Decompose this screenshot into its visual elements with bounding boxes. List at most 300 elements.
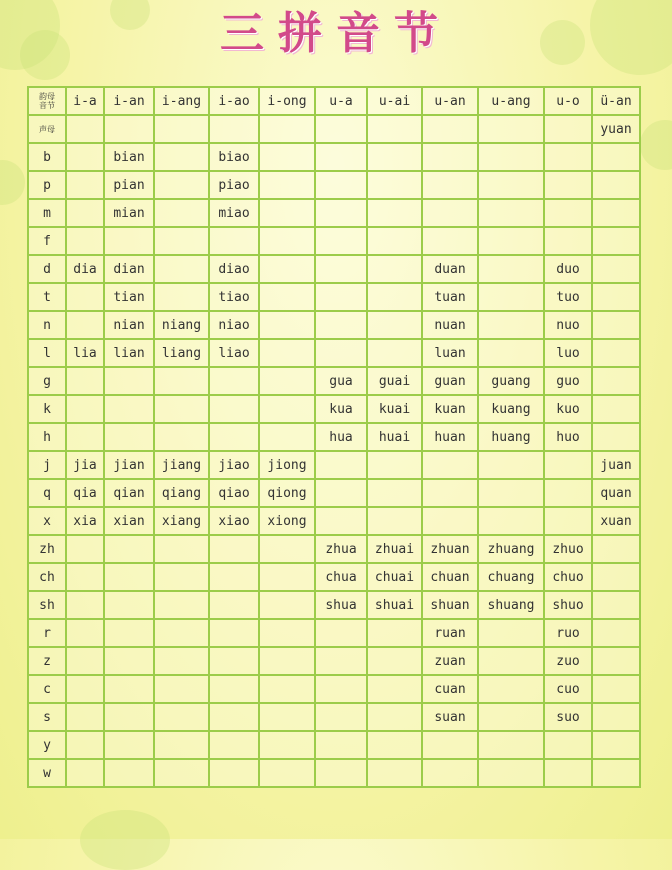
syllable-cell: zuan bbox=[422, 647, 478, 675]
syllable-cell bbox=[315, 115, 367, 143]
syllable-cell bbox=[104, 759, 154, 787]
table-row bbox=[28, 171, 640, 199]
syllable-table bbox=[27, 86, 641, 788]
syllable-cell bbox=[367, 283, 422, 311]
syllable-cell bbox=[104, 115, 154, 143]
syllable-cell bbox=[209, 563, 259, 591]
syllable-cell: qian bbox=[104, 479, 154, 507]
table-row bbox=[28, 339, 640, 367]
syllable-cell bbox=[478, 731, 544, 759]
syllable-cell: guo bbox=[544, 367, 592, 395]
syllable-cell: suo bbox=[544, 703, 592, 731]
syllable-cell bbox=[209, 703, 259, 731]
table-row bbox=[28, 675, 640, 703]
syllable-cell: juan bbox=[592, 451, 640, 479]
syllable-cell: zhuang bbox=[478, 535, 544, 563]
syllable-cell: niang bbox=[154, 311, 209, 339]
syllable-cell: zhua bbox=[315, 535, 367, 563]
table-row bbox=[28, 647, 640, 675]
syllable-cell bbox=[259, 591, 315, 619]
syllable-cell bbox=[259, 675, 315, 703]
syllable-cell: piao bbox=[209, 171, 259, 199]
syllable-cell bbox=[478, 311, 544, 339]
syllable-cell bbox=[592, 703, 640, 731]
syllable-cell bbox=[104, 619, 154, 647]
syllable-cell bbox=[478, 255, 544, 283]
table-row bbox=[28, 227, 640, 255]
decor-bubble bbox=[0, 160, 25, 205]
syllable-cell bbox=[315, 507, 367, 535]
syllable-cell bbox=[592, 423, 640, 451]
table-row bbox=[28, 759, 640, 787]
syllable-cell bbox=[367, 479, 422, 507]
final-header: u-ai bbox=[367, 87, 422, 115]
initial-cell: z bbox=[28, 647, 66, 675]
syllable-cell bbox=[478, 759, 544, 787]
syllable-cell: luo bbox=[544, 339, 592, 367]
syllable-cell bbox=[422, 731, 478, 759]
syllable-cell: quan bbox=[592, 479, 640, 507]
syllable-cell bbox=[422, 507, 478, 535]
syllable-cell bbox=[209, 535, 259, 563]
syllable-cell bbox=[154, 731, 209, 759]
syllable-cell: kua bbox=[315, 395, 367, 423]
syllable-cell: gua bbox=[315, 367, 367, 395]
syllable-cell bbox=[422, 115, 478, 143]
table-row bbox=[28, 591, 640, 619]
table-row bbox=[28, 311, 640, 339]
syllable-cell bbox=[544, 227, 592, 255]
syllable-cell bbox=[367, 507, 422, 535]
syllable-cell bbox=[154, 255, 209, 283]
syllable-cell bbox=[592, 563, 640, 591]
initial-cell: g bbox=[28, 367, 66, 395]
syllable-cell: nuo bbox=[544, 311, 592, 339]
syllable-cell bbox=[66, 423, 104, 451]
syllable-cell bbox=[154, 395, 209, 423]
initial-cell: p bbox=[28, 171, 66, 199]
syllable-cell bbox=[154, 115, 209, 143]
syllable-cell: yuan bbox=[592, 115, 640, 143]
syllable-cell bbox=[209, 647, 259, 675]
syllable-cell bbox=[544, 115, 592, 143]
syllable-cell: kuang bbox=[478, 395, 544, 423]
syllable-cell: liang bbox=[154, 339, 209, 367]
corner-cell bbox=[28, 87, 66, 115]
syllable-cell: cuan bbox=[422, 675, 478, 703]
syllable-cell bbox=[209, 423, 259, 451]
syllable-cell bbox=[66, 311, 104, 339]
syllable-cell bbox=[259, 731, 315, 759]
syllable-cell bbox=[104, 423, 154, 451]
syllable-cell bbox=[367, 619, 422, 647]
initial-cell: x bbox=[28, 507, 66, 535]
syllable-cell: dian bbox=[104, 255, 154, 283]
syllable-cell bbox=[592, 395, 640, 423]
syllable-cell bbox=[422, 143, 478, 171]
syllable-cell: zhuan bbox=[422, 535, 478, 563]
syllable-cell: tuan bbox=[422, 283, 478, 311]
syllable-cell bbox=[592, 759, 640, 787]
syllable-cell bbox=[478, 283, 544, 311]
syllable-cell: jiang bbox=[154, 451, 209, 479]
syllable-cell bbox=[315, 143, 367, 171]
syllable-cell bbox=[259, 395, 315, 423]
initial-cell: t bbox=[28, 283, 66, 311]
syllable-cell bbox=[315, 451, 367, 479]
syllable-cell bbox=[154, 563, 209, 591]
syllable-cell bbox=[592, 171, 640, 199]
syllable-cell bbox=[154, 143, 209, 171]
syllable-cell bbox=[478, 199, 544, 227]
syllable-cell bbox=[154, 283, 209, 311]
final-header: ü-an bbox=[592, 87, 640, 115]
syllable-cell bbox=[154, 535, 209, 563]
table-row bbox=[28, 731, 640, 759]
syllable-cell bbox=[209, 675, 259, 703]
syllable-cell bbox=[66, 171, 104, 199]
syllable-cell bbox=[315, 703, 367, 731]
syllable-cell bbox=[422, 479, 478, 507]
syllable-cell bbox=[544, 199, 592, 227]
syllable-cell: ruan bbox=[422, 619, 478, 647]
syllable-cell: xiong bbox=[259, 507, 315, 535]
syllable-cell: qiong bbox=[259, 479, 315, 507]
table-row bbox=[28, 143, 640, 171]
syllable-cell bbox=[315, 311, 367, 339]
syllable-cell: chuo bbox=[544, 563, 592, 591]
syllable-cell bbox=[66, 395, 104, 423]
syllable-cell bbox=[315, 479, 367, 507]
syllable-cell bbox=[315, 227, 367, 255]
syllable-cell: huang bbox=[478, 423, 544, 451]
syllable-cell bbox=[367, 143, 422, 171]
initial-cell: n bbox=[28, 311, 66, 339]
syllable-cell: xiang bbox=[154, 507, 209, 535]
syllable-cell: shuang bbox=[478, 591, 544, 619]
syllable-cell bbox=[367, 451, 422, 479]
syllable-cell: jia bbox=[66, 451, 104, 479]
syllable-cell: qiao bbox=[209, 479, 259, 507]
syllable-cell bbox=[104, 647, 154, 675]
syllable-cell bbox=[259, 143, 315, 171]
syllable-cell bbox=[315, 255, 367, 283]
initial-cell: sh bbox=[28, 591, 66, 619]
syllable-cell bbox=[154, 703, 209, 731]
syllable-cell bbox=[259, 367, 315, 395]
initial-cell: ch bbox=[28, 563, 66, 591]
syllable-cell: kuan bbox=[422, 395, 478, 423]
syllable-cell bbox=[544, 451, 592, 479]
syllable-cell bbox=[259, 255, 315, 283]
syllable-cell bbox=[66, 703, 104, 731]
syllable-cell bbox=[422, 171, 478, 199]
syllable-cell bbox=[592, 731, 640, 759]
syllable-cell: luan bbox=[422, 339, 478, 367]
syllable-cell bbox=[259, 171, 315, 199]
syllable-cell bbox=[154, 199, 209, 227]
syllable-cell: chuang bbox=[478, 563, 544, 591]
syllable-cell bbox=[259, 535, 315, 563]
initial-cell: r bbox=[28, 619, 66, 647]
initial-cell: y bbox=[28, 731, 66, 759]
final-header: i-an bbox=[104, 87, 154, 115]
syllable-cell bbox=[422, 759, 478, 787]
syllable-cell bbox=[592, 619, 640, 647]
syllable-cell bbox=[259, 339, 315, 367]
syllable-cell bbox=[592, 311, 640, 339]
final-header: i-ang bbox=[154, 87, 209, 115]
syllable-cell bbox=[478, 479, 544, 507]
syllable-cell: zhuai bbox=[367, 535, 422, 563]
syllable-cell: xian bbox=[104, 507, 154, 535]
syllable-cell: xiao bbox=[209, 507, 259, 535]
table-row bbox=[28, 563, 640, 591]
syllable-cell bbox=[259, 759, 315, 787]
syllable-cell bbox=[209, 227, 259, 255]
final-header: u-a bbox=[315, 87, 367, 115]
syllable-cell bbox=[66, 143, 104, 171]
initial-cell: zh bbox=[28, 535, 66, 563]
syllable-cell: qia bbox=[66, 479, 104, 507]
syllable-cell: huai bbox=[367, 423, 422, 451]
initial-cell: d bbox=[28, 255, 66, 283]
syllable-cell: chua bbox=[315, 563, 367, 591]
syllable-cell bbox=[367, 255, 422, 283]
syllable-cell: liao bbox=[209, 339, 259, 367]
syllable-cell bbox=[315, 171, 367, 199]
syllable-cell bbox=[259, 227, 315, 255]
syllable-cell bbox=[154, 619, 209, 647]
syllable-cell: lia bbox=[66, 339, 104, 367]
syllable-cell bbox=[209, 619, 259, 647]
corner-label-bottom: 音节 bbox=[39, 101, 55, 110]
syllable-cell bbox=[66, 227, 104, 255]
decor-bubble bbox=[80, 810, 170, 870]
syllable-cell: dia bbox=[66, 255, 104, 283]
syllable-cell: tiao bbox=[209, 283, 259, 311]
syllable-cell bbox=[592, 143, 640, 171]
syllable-cell: chuai bbox=[367, 563, 422, 591]
syllable-cell bbox=[154, 423, 209, 451]
syllable-cell: ruo bbox=[544, 619, 592, 647]
syllable-cell: qiang bbox=[154, 479, 209, 507]
syllable-cell bbox=[154, 227, 209, 255]
syllable-cell bbox=[478, 451, 544, 479]
syllable-cell bbox=[154, 647, 209, 675]
syllable-cell bbox=[66, 591, 104, 619]
syllable-cell: guan bbox=[422, 367, 478, 395]
syllable-cell bbox=[154, 675, 209, 703]
syllable-cell bbox=[367, 171, 422, 199]
syllable-cell bbox=[66, 675, 104, 703]
syllable-cell: biao bbox=[209, 143, 259, 171]
final-header: i-ong bbox=[259, 87, 315, 115]
syllable-cell: hua bbox=[315, 423, 367, 451]
final-header: u-o bbox=[544, 87, 592, 115]
syllable-cell bbox=[367, 115, 422, 143]
syllable-cell bbox=[66, 731, 104, 759]
final-header: i-ao bbox=[209, 87, 259, 115]
syllable-cell: kuo bbox=[544, 395, 592, 423]
syllable-cell: zuo bbox=[544, 647, 592, 675]
syllable-cell bbox=[104, 367, 154, 395]
table-row bbox=[28, 423, 640, 451]
initial-cell: k bbox=[28, 395, 66, 423]
syllable-cell bbox=[544, 731, 592, 759]
syllable-cell bbox=[592, 675, 640, 703]
table-row bbox=[28, 703, 640, 731]
table-row bbox=[28, 199, 640, 227]
syllable-cell bbox=[478, 619, 544, 647]
syllable-cell: duan bbox=[422, 255, 478, 283]
table-row bbox=[28, 367, 640, 395]
syllable-cell bbox=[66, 115, 104, 143]
syllable-cell bbox=[478, 703, 544, 731]
syllable-cell: jiao bbox=[209, 451, 259, 479]
syllable-cell bbox=[209, 591, 259, 619]
syllable-cell: cuo bbox=[544, 675, 592, 703]
syllable-cell bbox=[544, 171, 592, 199]
syllable-cell: bian bbox=[104, 143, 154, 171]
syllable-cell bbox=[592, 535, 640, 563]
syllable-cell bbox=[315, 339, 367, 367]
syllable-cell: nian bbox=[104, 311, 154, 339]
syllable-cell bbox=[66, 367, 104, 395]
final-header: i-a bbox=[66, 87, 104, 115]
syllable-cell bbox=[478, 647, 544, 675]
table-row bbox=[28, 507, 640, 535]
syllable-cell bbox=[259, 115, 315, 143]
syllable-cell bbox=[209, 367, 259, 395]
syllable-cell bbox=[315, 199, 367, 227]
syllable-cell bbox=[367, 647, 422, 675]
initial-cell: s bbox=[28, 703, 66, 731]
syllable-cell bbox=[592, 339, 640, 367]
syllable-cell bbox=[259, 647, 315, 675]
syllable-cell: xuan bbox=[592, 507, 640, 535]
syllable-cell bbox=[104, 731, 154, 759]
initial-cell: m bbox=[28, 199, 66, 227]
syllable-cell: duo bbox=[544, 255, 592, 283]
syllable-cell bbox=[367, 311, 422, 339]
syllable-cell bbox=[367, 227, 422, 255]
syllable-cell bbox=[259, 423, 315, 451]
initial-cell: h bbox=[28, 423, 66, 451]
syllable-cell bbox=[315, 675, 367, 703]
syllable-cell bbox=[422, 451, 478, 479]
syllable-cell bbox=[259, 703, 315, 731]
syllable-cell bbox=[259, 199, 315, 227]
syllable-cell: shuo bbox=[544, 591, 592, 619]
syllable-cell bbox=[478, 675, 544, 703]
syllable-cell bbox=[259, 619, 315, 647]
initial-cell: c bbox=[28, 675, 66, 703]
syllable-cell bbox=[592, 647, 640, 675]
initials-label: 声母 bbox=[28, 115, 66, 143]
syllable-cell bbox=[315, 731, 367, 759]
header-row bbox=[28, 87, 640, 115]
syllable-cell bbox=[592, 283, 640, 311]
syllable-cell bbox=[104, 675, 154, 703]
syllable-cell bbox=[154, 171, 209, 199]
table-row bbox=[28, 535, 640, 563]
syllable-cell bbox=[422, 227, 478, 255]
syllable-cell: miao bbox=[209, 199, 259, 227]
syllable-cell: niao bbox=[209, 311, 259, 339]
final-header: u-ang bbox=[478, 87, 544, 115]
syllable-cell bbox=[478, 171, 544, 199]
syllable-cell bbox=[209, 115, 259, 143]
syllable-cell bbox=[544, 479, 592, 507]
syllable-cell bbox=[592, 367, 640, 395]
syllable-cell bbox=[478, 115, 544, 143]
syllable-cell bbox=[367, 759, 422, 787]
syllable-cell bbox=[104, 591, 154, 619]
syllable-cell bbox=[422, 199, 478, 227]
table-row bbox=[28, 283, 640, 311]
syllable-cell bbox=[259, 311, 315, 339]
syllable-cell bbox=[104, 395, 154, 423]
syllable-cell bbox=[367, 703, 422, 731]
syllable-cell: diao bbox=[209, 255, 259, 283]
syllable-cell bbox=[66, 759, 104, 787]
syllable-cell: guai bbox=[367, 367, 422, 395]
syllable-cell bbox=[478, 143, 544, 171]
syllable-cell: jiong bbox=[259, 451, 315, 479]
syllable-cell: pian bbox=[104, 171, 154, 199]
syllable-cell bbox=[367, 731, 422, 759]
syllable-cell bbox=[592, 255, 640, 283]
syllable-cell bbox=[66, 535, 104, 563]
syllable-cell: shua bbox=[315, 591, 367, 619]
initial-cell: j bbox=[28, 451, 66, 479]
syllable-cell bbox=[259, 283, 315, 311]
syllable-cell bbox=[367, 339, 422, 367]
syllable-cell: huo bbox=[544, 423, 592, 451]
syllable-cell bbox=[478, 227, 544, 255]
syllable-cell: guang bbox=[478, 367, 544, 395]
syllable-cell bbox=[592, 199, 640, 227]
syllable-cell bbox=[592, 227, 640, 255]
table-row bbox=[28, 255, 640, 283]
syllable-cell bbox=[66, 619, 104, 647]
table-row bbox=[28, 479, 640, 507]
syllable-cell: mian bbox=[104, 199, 154, 227]
syllable-cell bbox=[104, 535, 154, 563]
decor-bubble bbox=[640, 120, 672, 170]
syllable-cell: shuai bbox=[367, 591, 422, 619]
initial-cell: q bbox=[28, 479, 66, 507]
syllable-cell bbox=[209, 395, 259, 423]
table-row bbox=[28, 115, 640, 143]
syllable-cell bbox=[367, 675, 422, 703]
syllable-cell bbox=[478, 507, 544, 535]
syllable-cell bbox=[544, 507, 592, 535]
table-row bbox=[28, 451, 640, 479]
syllable-cell bbox=[209, 759, 259, 787]
syllable-cell bbox=[478, 339, 544, 367]
syllable-cell bbox=[315, 619, 367, 647]
syllable-cell: xia bbox=[66, 507, 104, 535]
syllable-cell bbox=[104, 703, 154, 731]
syllable-cell: nuan bbox=[422, 311, 478, 339]
syllable-cell: jian bbox=[104, 451, 154, 479]
syllable-cell bbox=[367, 199, 422, 227]
table-row bbox=[28, 395, 640, 423]
syllable-cell: tuo bbox=[544, 283, 592, 311]
syllable-cell bbox=[154, 759, 209, 787]
